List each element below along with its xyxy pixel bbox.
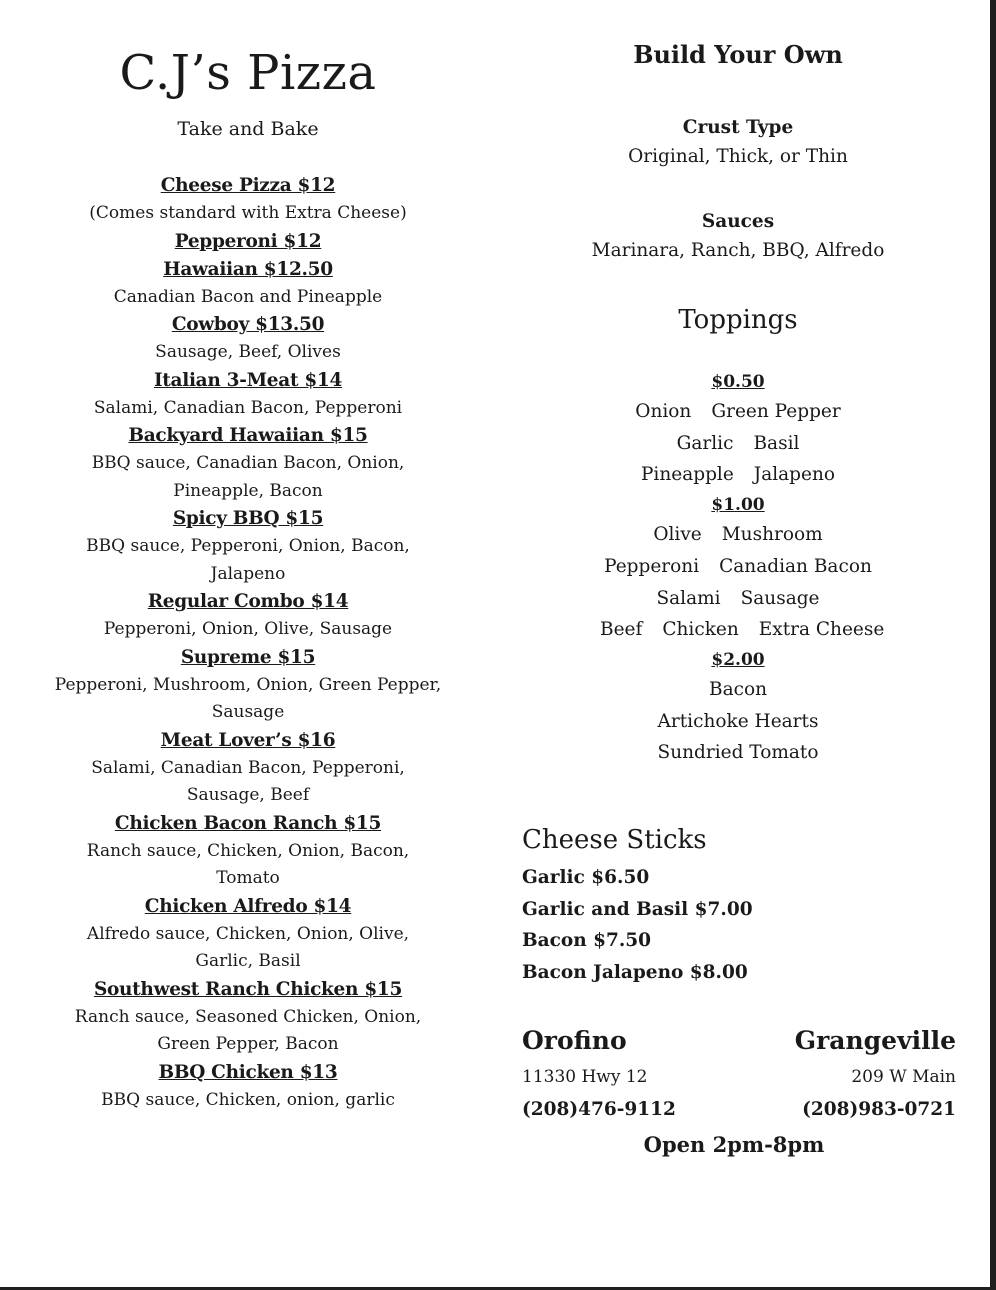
crust-section (590, 114, 886, 172)
pizza-list (40, 172, 456, 1113)
pizza-description: BBQ sauce, Chicken, onion, garlic (101, 1089, 395, 1110)
pizza-name: Backyard Hawaiian $15 (128, 425, 368, 446)
location-grangeville (795, 1022, 956, 1126)
pizza-description: Pepperoni, Onion, Olive, Sausage (103, 619, 393, 639)
build-your-own-column (590, 38, 886, 769)
pizza-description: Jalapeno (210, 563, 286, 584)
sauces-label: Sauces (701, 211, 775, 232)
topping-row (590, 459, 886, 491)
topping-item: Sausage (740, 587, 820, 609)
pizza-name: Southwest Ranch Chicken $15 (93, 978, 403, 1000)
topping-item: Sundried Tomato (657, 742, 819, 764)
pizza-menu-column (40, 38, 456, 1114)
pizza-name: Regular Combo $14 (147, 591, 349, 612)
pizza-description: Canadian Bacon and Pineapple (113, 286, 383, 307)
location-phone: (208)983-0721 (802, 1099, 956, 1120)
location-name: Orofino (522, 1026, 627, 1055)
topping-row (590, 674, 886, 706)
pizza-description: Green Pepper, Bacon (157, 1034, 339, 1054)
topping-row (590, 583, 886, 615)
pizza-name: Pepperoni $12 (174, 230, 322, 252)
cheese-sticks-list (522, 862, 962, 989)
pizza-description: (Comes standard with Extra Cheese) (89, 203, 407, 223)
topping-row (590, 551, 886, 583)
topping-item: Pineapple (640, 464, 734, 486)
topping-row (590, 614, 886, 646)
toppings-heading: Toppings (678, 305, 798, 335)
topping-item: Beef (600, 619, 643, 641)
topping-item: Bacon (708, 678, 768, 700)
location-name: Grangeville (794, 1026, 956, 1055)
topping-row (590, 706, 886, 738)
topping-item: Onion (635, 401, 692, 422)
topping-tier-price: $2.00 (711, 649, 765, 670)
pizza-name: Italian 3-Meat $14 (153, 369, 343, 391)
topping-item: Jalapeno (753, 464, 836, 486)
topping-row (590, 737, 886, 769)
build-your-own-heading: Build Your Own (633, 40, 843, 69)
location-orofino (522, 1022, 676, 1126)
pizza-name: Cheese Pizza $12 (160, 175, 336, 196)
pizza-description: Tomato (216, 868, 280, 888)
pizza-description: Garlic, Basil (195, 951, 301, 971)
topping-item: Mushroom (721, 524, 823, 546)
cheese-sticks-section (522, 820, 962, 989)
pizza-name: Meat Lover’s $16 (160, 729, 336, 751)
cheese-stick-item: Bacon Jalapeno $8.00 (522, 962, 748, 984)
topping-row (590, 519, 886, 551)
cheese-stick-item: Garlic and Basil $7.00 (522, 898, 753, 920)
toppings-list (590, 368, 886, 769)
topping-item: Olive (653, 524, 702, 546)
pizza-description: Sausage, Beef, Olives (155, 342, 341, 362)
topping-item: Green Pepper (711, 401, 841, 422)
cheese-stick-item: Garlic $6.50 (522, 867, 650, 888)
pizza-description: Salami, Canadian Bacon, Pepperoni (93, 397, 403, 418)
pizza-description: Sausage (211, 702, 285, 722)
pizza-name: Cowboy $13.50 (171, 314, 325, 335)
pizza-name: Chicken Bacon Ranch $15 (114, 812, 382, 834)
pizza-description: Ranch sauce, Seasoned Chicken, Onion, (74, 1006, 422, 1027)
topping-row (590, 396, 886, 428)
topping-item: Pepperoni (604, 555, 700, 577)
topping-item: Salami (656, 587, 721, 609)
pizza-name: Hawaiian $12.50 (163, 258, 333, 280)
page-edge-right (990, 0, 996, 1290)
sauces-options: Marinara, Ranch, BBQ, Alfredo (591, 240, 885, 261)
pizza-name: BBQ Chicken $13 (158, 1061, 338, 1083)
topping-item: Extra Cheese (758, 619, 885, 641)
sauces-section (590, 208, 886, 266)
pizza-description: BBQ sauce, Canadian Bacon, Onion, (91, 453, 405, 473)
pizza-description: Ranch sauce, Chicken, Onion, Bacon, (86, 840, 410, 861)
topping-row (590, 428, 886, 460)
cheese-stick-item: Bacon $7.50 (522, 930, 652, 952)
cheese-sticks-heading: Cheese Sticks (522, 825, 707, 855)
pizza-name: Supreme $15 (180, 646, 316, 668)
pizza-description: Pepperoni, Mushroom, Onion, Green Pepper, (54, 674, 442, 695)
page-title: C.J’s Pizza (119, 45, 377, 101)
topping-item: Garlic (676, 432, 734, 454)
pizza-description: BBQ sauce, Pepperoni, Onion, Bacon, (86, 536, 410, 556)
topping-item: Artichoke Hearts (657, 710, 819, 732)
opening-hours: Open 2pm-8pm (643, 1132, 825, 1157)
pizza-description: Alfredo sauce, Chicken, Onion, Olive, (86, 923, 410, 944)
topping-item: Basil (753, 432, 800, 454)
pizza-description: Pineapple, Bacon (173, 480, 323, 501)
crust-label: Crust Type (682, 117, 794, 138)
topping-item: Chicken (662, 619, 739, 641)
location-address: 11330 Hwy 12 (522, 1067, 648, 1087)
location-phone: (208)476-9112 (522, 1099, 676, 1120)
pizza-description: Sausage, Beef (186, 785, 310, 805)
topping-tier-price: $1.00 (711, 495, 765, 516)
pizza-name: Spicy BBQ $15 (172, 508, 324, 529)
pizza-description: Salami, Canadian Bacon, Pepperoni, (91, 757, 405, 778)
crust-options: Original, Thick, or Thin (628, 146, 848, 167)
location-address: 209 W Main (851, 1067, 956, 1087)
topping-tier-price: $0.50 (711, 372, 765, 392)
topping-item: Canadian Bacon (719, 555, 872, 577)
pizza-name: Chicken Alfredo $14 (144, 895, 352, 917)
page-subtitle: Take and Bake (177, 118, 319, 140)
